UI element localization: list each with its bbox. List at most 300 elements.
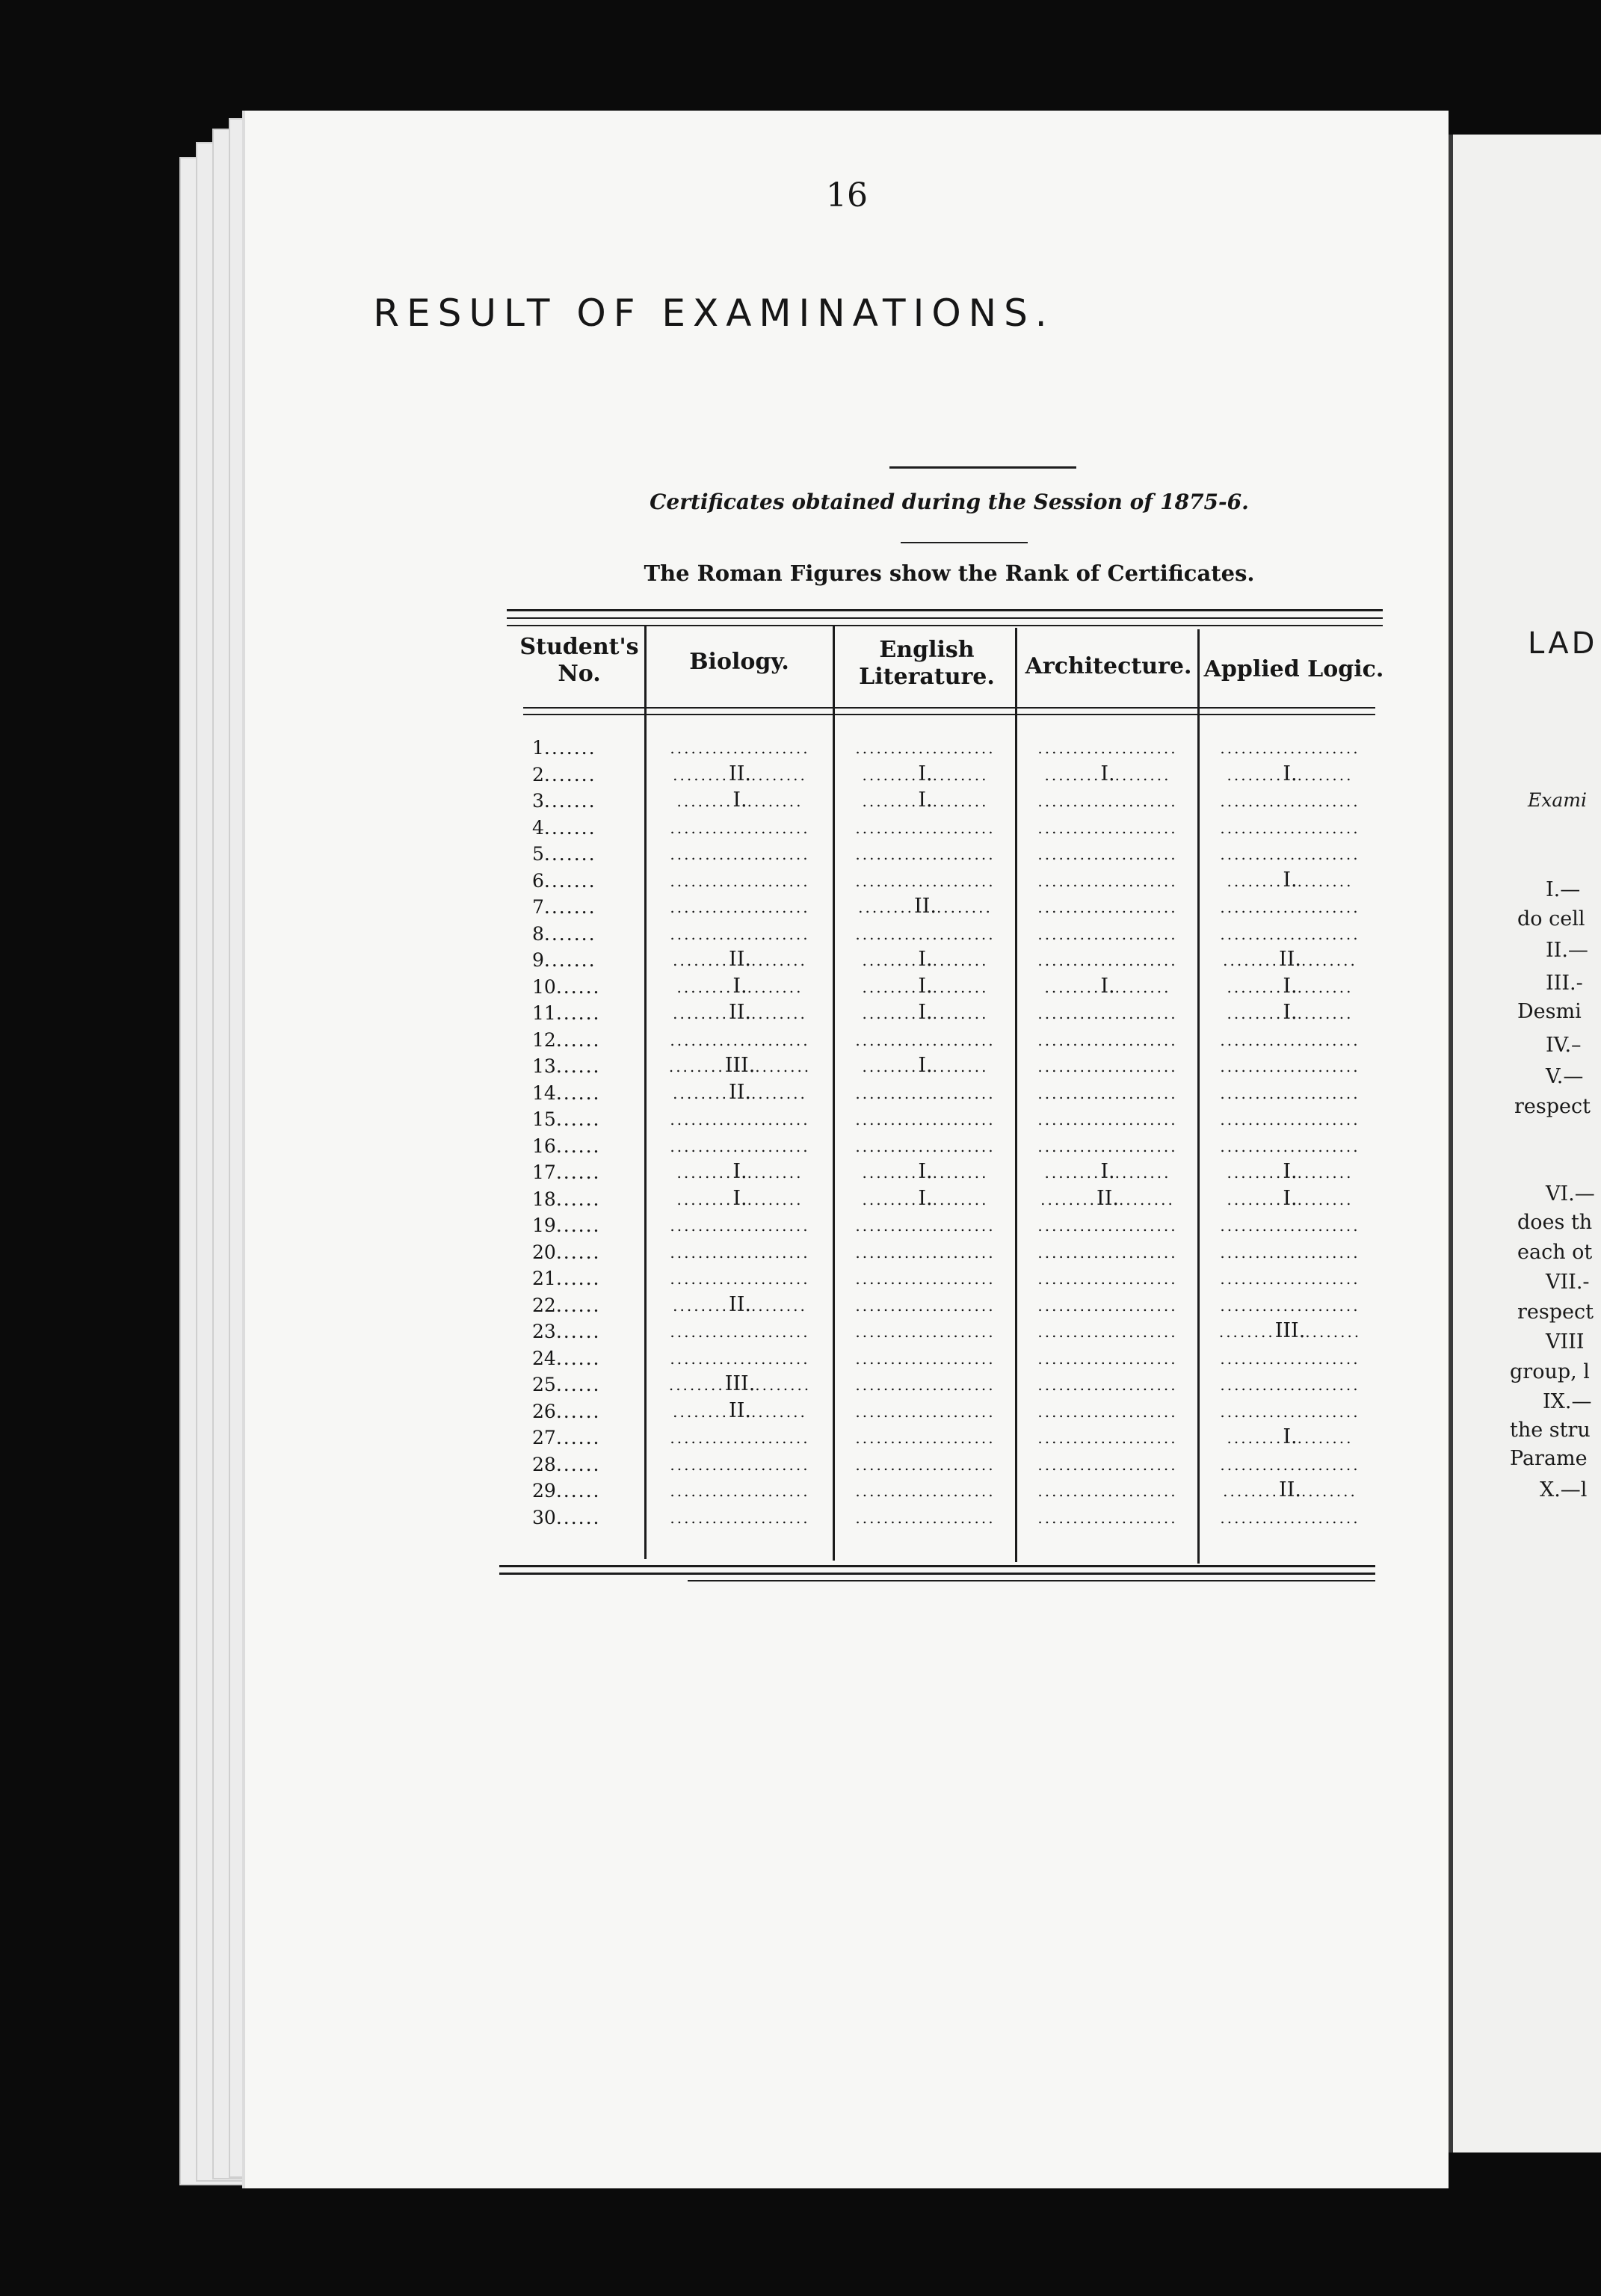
leader-dots: .................... xyxy=(670,1137,810,1155)
certificate-rank: II. xyxy=(729,762,751,786)
certificate-rank: I. xyxy=(918,789,933,812)
rank-cell-eng xyxy=(837,1425,1014,1448)
leader-dots: ........ xyxy=(1297,871,1354,890)
rank-cell-logic xyxy=(1202,922,1378,945)
student-number: 2 xyxy=(532,763,544,786)
leader-dots: ........ xyxy=(1044,978,1101,996)
subtitle-rule xyxy=(901,542,1028,543)
leader-dots: ...... xyxy=(555,1188,601,1210)
leader-dots: ........ xyxy=(750,1084,807,1102)
leader-dots: .................... xyxy=(1037,1137,1178,1155)
page-number: 16 xyxy=(826,176,868,215)
rank-cell-bio xyxy=(650,1372,830,1395)
rank-cell-logic xyxy=(1202,1081,1378,1104)
rank-cell-logic xyxy=(1202,815,1378,839)
rank-cell-arch xyxy=(1019,1399,1196,1422)
certificate-rank: I. xyxy=(1100,974,1115,998)
leader-dots: ...... xyxy=(555,1055,601,1077)
leader-dots: ........ xyxy=(858,898,915,916)
rank-cell-bio xyxy=(650,1505,830,1528)
leader-dots: .................... xyxy=(1037,818,1178,837)
student-number: 6 xyxy=(532,869,544,892)
row-number xyxy=(532,1401,667,1422)
leader-dots: .................... xyxy=(1037,951,1178,969)
student-number: 29 xyxy=(532,1480,556,1502)
leader-dots: ........ xyxy=(747,1190,803,1209)
leader-dots: ........ xyxy=(936,898,993,916)
adjacent-page-fragment: III.- xyxy=(1546,972,1583,995)
leader-dots: .................... xyxy=(1037,1402,1178,1421)
row-number xyxy=(532,817,667,839)
leader-dots: ........ xyxy=(862,1058,919,1076)
certificate-rank: I. xyxy=(1283,868,1298,892)
leader-dots: ........ xyxy=(1044,1164,1101,1182)
adjacent-page-fragment: IX.— xyxy=(1543,1390,1592,1413)
certificate-rank: II. xyxy=(729,948,751,971)
leader-dots: .................... xyxy=(855,871,996,890)
leader-dots: ........ xyxy=(747,978,803,996)
student-number: 8 xyxy=(532,922,544,945)
subtitle: Certificates obtained during the Session of 1875-6. xyxy=(650,490,1249,514)
adjacent-page-fragment: VIII xyxy=(1546,1330,1585,1354)
student-number: 26 xyxy=(532,1400,556,1422)
row-number xyxy=(532,1427,667,1448)
leader-dots: ....... xyxy=(543,790,596,812)
rank-cell-arch xyxy=(1019,1081,1196,1104)
rank-cell-eng xyxy=(837,762,1014,786)
rank-cell-arch xyxy=(1019,762,1196,786)
leader-dots: ........ xyxy=(1297,1429,1354,1447)
certificate-rank: II. xyxy=(729,1001,751,1024)
column-divider xyxy=(1015,628,1017,1562)
leader-dots: .................... xyxy=(670,1349,810,1368)
rank-cell-logic xyxy=(1202,1187,1378,1210)
leader-dots: ........ xyxy=(673,1004,729,1022)
leader-dots: .................... xyxy=(1037,1349,1178,1368)
row-number xyxy=(532,870,667,892)
leader-dots: .................... xyxy=(1220,1243,1360,1262)
leader-dots: .................... xyxy=(855,1455,996,1474)
leader-dots: ...... xyxy=(555,1108,601,1130)
rank-cell-bio xyxy=(650,975,830,998)
rank-cell-arch xyxy=(1019,1372,1196,1395)
leader-dots: .................... xyxy=(670,1243,810,1262)
rank-cell-eng xyxy=(837,948,1014,971)
rank-cell-eng xyxy=(837,789,1014,812)
leader-dots: .................... xyxy=(855,1111,996,1129)
leader-dots: .................... xyxy=(1220,1058,1360,1076)
leader-dots: .................... xyxy=(1220,845,1360,863)
leader-dots: ........ xyxy=(1227,765,1283,784)
rank-cell-logic xyxy=(1202,1134,1378,1157)
leader-dots: .................... xyxy=(855,1243,996,1262)
leader-dots: ........ xyxy=(932,978,989,996)
leader-dots: ........ xyxy=(750,951,807,969)
leader-dots: ........ xyxy=(676,1190,733,1209)
leader-dots: .................... xyxy=(1037,1323,1178,1341)
student-number: 1 xyxy=(532,737,544,759)
leader-dots: ........ xyxy=(932,1190,989,1209)
leader-dots: ........ xyxy=(862,1164,919,1182)
leader-dots: .................... xyxy=(855,739,996,757)
rank-cell-eng xyxy=(837,1478,1014,1502)
student-number: 30 xyxy=(532,1506,556,1528)
certificate-rank: I. xyxy=(918,948,933,971)
leader-dots: ........ xyxy=(1218,1323,1275,1341)
adjacent-page-fragment: Exami xyxy=(1528,789,1587,811)
leader-dots: ........ xyxy=(932,792,989,810)
leader-dots: ........ xyxy=(1227,978,1283,996)
leader-dots: .................... xyxy=(1220,1084,1360,1102)
certificate-rank: I. xyxy=(1283,762,1298,786)
leader-dots: ........ xyxy=(862,765,919,784)
row-number xyxy=(532,1055,667,1077)
leader-dots: .................... xyxy=(670,1111,810,1129)
rank-cell-bio xyxy=(650,789,830,812)
student-number: 27 xyxy=(532,1427,556,1448)
row-number xyxy=(532,1321,667,1342)
rank-cell-eng xyxy=(837,1266,1014,1289)
leader-dots: ........ xyxy=(673,951,729,969)
leader-dots: ........ xyxy=(862,978,919,996)
rank-cell-arch xyxy=(1019,1266,1196,1289)
rank-cell-logic xyxy=(1202,1213,1378,1236)
leader-dots: ...... xyxy=(555,1453,601,1475)
leader-dots: ........ xyxy=(755,1376,812,1394)
adjacent-page-fragment: VI.— xyxy=(1546,1182,1595,1206)
student-number: 9 xyxy=(532,949,544,971)
leader-dots: ........ xyxy=(1297,1164,1354,1182)
leader-dots: .................... xyxy=(670,739,810,757)
leader-dots: ........ xyxy=(750,1004,807,1022)
row-number xyxy=(532,1161,667,1183)
leader-dots: ........ xyxy=(1297,978,1354,996)
rank-cell-eng xyxy=(837,1081,1014,1104)
certificate-rank: I. xyxy=(732,1186,747,1210)
rank-cell-eng xyxy=(837,1160,1014,1183)
leader-dots: .................... xyxy=(670,898,810,916)
leader-dots: ........ xyxy=(1227,871,1283,890)
leader-dots: ........ xyxy=(1301,951,1357,969)
leader-dots: ...... xyxy=(555,1241,601,1263)
rank-cell-bio xyxy=(650,1134,830,1157)
rank-cell-bio xyxy=(650,1187,830,1210)
certificate-rank: I. xyxy=(732,974,747,998)
leader-dots: ...... xyxy=(555,1081,601,1104)
leader-dots: ....... xyxy=(543,869,596,892)
rank-cell-arch xyxy=(1019,735,1196,759)
leader-dots: ........ xyxy=(1297,1190,1354,1209)
leader-dots: ...... xyxy=(555,1347,601,1369)
row-number xyxy=(532,764,667,786)
leader-dots: .................... xyxy=(670,1217,810,1235)
student-number: 28 xyxy=(532,1453,556,1475)
leader-dots: ........ xyxy=(862,1190,919,1209)
adjacent-page-fragment: V.— xyxy=(1546,1065,1584,1088)
rank-cell-eng xyxy=(837,895,1014,918)
leader-dots: ........ xyxy=(932,1164,989,1182)
rank-cell-bio xyxy=(650,1081,830,1104)
student-number: 18 xyxy=(532,1188,556,1210)
rank-cell-logic xyxy=(1202,1346,1378,1369)
leader-dots: ...... xyxy=(555,1400,601,1422)
rank-cell-bio xyxy=(650,735,830,759)
rank-cell-logic xyxy=(1202,895,1378,918)
rank-cell-eng xyxy=(837,1452,1014,1475)
rank-cell-eng xyxy=(837,1240,1014,1263)
adjacent-page-fragment: each ot xyxy=(1517,1241,1593,1264)
student-number: 13 xyxy=(532,1055,556,1077)
leader-dots: .................... xyxy=(1037,1508,1178,1527)
leader-dots: .................... xyxy=(855,1349,996,1368)
leader-dots: ........ xyxy=(1227,1429,1283,1447)
leader-dots: .................... xyxy=(1220,1270,1360,1288)
certificate-rank: I. xyxy=(1283,1425,1298,1448)
student-number: 21 xyxy=(532,1268,556,1289)
rank-cell-logic xyxy=(1202,1399,1378,1422)
rank-cell-bio xyxy=(650,1107,830,1130)
rank-cell-eng xyxy=(837,842,1014,865)
leader-dots: ........ xyxy=(1114,765,1171,784)
leader-dots: .................... xyxy=(1220,1217,1360,1235)
rank-cell-arch xyxy=(1019,1054,1196,1077)
row-number xyxy=(532,1215,667,1236)
rank-cell-logic xyxy=(1202,1001,1378,1024)
row-number xyxy=(532,896,667,918)
adjacent-page xyxy=(1443,135,1601,2152)
certificate-rank: I. xyxy=(1283,1160,1298,1183)
rank-cell-bio xyxy=(650,1293,830,1316)
leader-dots: .................... xyxy=(670,1429,810,1447)
leader-dots: ........ xyxy=(1223,951,1280,969)
student-number: 20 xyxy=(532,1241,556,1263)
adjacent-page-fragment: respect xyxy=(1517,1300,1594,1324)
leader-dots: .................... xyxy=(1037,1429,1178,1447)
leader-dots: .................... xyxy=(1220,1508,1360,1527)
certificate-rank: I. xyxy=(1283,1001,1298,1024)
rank-cell-arch xyxy=(1019,1187,1196,1210)
leader-dots: ...... xyxy=(555,1427,601,1448)
leader-dots: ........ xyxy=(862,792,919,810)
student-number: 15 xyxy=(532,1108,556,1130)
rank-cell-eng xyxy=(837,1293,1014,1316)
rank-cell-bio xyxy=(650,1054,830,1077)
leader-dots: ...... xyxy=(555,1268,601,1289)
rank-cell-logic xyxy=(1202,1372,1378,1395)
header-architecture: Architecture. xyxy=(1025,653,1192,679)
rank-cell-eng xyxy=(837,1346,1014,1369)
rank-cell-arch xyxy=(1019,1293,1196,1316)
leader-dots: .................... xyxy=(670,1031,810,1049)
rank-cell-arch xyxy=(1019,975,1196,998)
row-number xyxy=(532,1029,667,1051)
leader-dots: .................... xyxy=(1220,739,1360,757)
rank-cell-eng xyxy=(837,1028,1014,1051)
leader-dots: ...... xyxy=(555,1161,601,1183)
leader-dots: ........ xyxy=(750,1402,807,1421)
leader-dots: .................... xyxy=(1037,1482,1178,1500)
rank-cell-eng xyxy=(837,975,1014,998)
student-number: 25 xyxy=(532,1374,556,1395)
rank-cell-arch xyxy=(1019,1452,1196,1475)
row-number xyxy=(532,1374,667,1395)
adjacent-page-fragment: IV.– xyxy=(1546,1034,1582,1057)
certificate-rank: I. xyxy=(918,1001,933,1024)
adjacent-page-fragment: Desmi xyxy=(1517,1000,1582,1023)
rank-cell-bio xyxy=(650,1001,830,1024)
leader-dots: ........ xyxy=(676,792,733,810)
certificate-rank: I. xyxy=(918,974,933,998)
column-divider xyxy=(1197,629,1200,1564)
leader-dots: ........ xyxy=(1114,1164,1171,1182)
rank-cell-logic xyxy=(1202,1293,1378,1316)
leader-dots: .................... xyxy=(1220,1376,1360,1394)
leader-dots: ...... xyxy=(555,1480,601,1502)
leader-dots: ...... xyxy=(555,1215,601,1236)
table-bottom-rule xyxy=(499,1573,1375,1575)
leader-dots: ...... xyxy=(555,975,601,998)
rank-cell-bio xyxy=(650,1319,830,1342)
certificate-rank: I. xyxy=(732,789,747,812)
student-number: 24 xyxy=(532,1347,556,1369)
leader-dots: ........ xyxy=(747,792,803,810)
leader-dots: ....... xyxy=(543,737,596,759)
leader-dots: .................... xyxy=(1037,925,1178,943)
row-number xyxy=(532,1268,667,1289)
leader-dots: ........ xyxy=(676,1164,733,1182)
leader-dots: .................... xyxy=(670,925,810,943)
rank-cell-eng xyxy=(837,1054,1014,1077)
leader-dots: ....... xyxy=(543,843,596,865)
rank-cell-bio xyxy=(650,922,830,945)
leader-dots: .................... xyxy=(1037,1217,1178,1235)
rank-cell-bio xyxy=(650,948,830,971)
leader-dots: .................... xyxy=(1037,1111,1178,1129)
row-number xyxy=(532,1108,667,1130)
adjacent-page-fragment: II.— xyxy=(1546,939,1588,962)
certificate-rank: III. xyxy=(724,1054,756,1077)
certificate-rank: I. xyxy=(918,1054,933,1077)
rank-note: The Roman Figures show the Rank of Certificates. xyxy=(644,561,1255,586)
header-bottom-rule xyxy=(523,707,1375,709)
student-number: 17 xyxy=(532,1161,556,1183)
header-english-literature: English Literature. xyxy=(859,637,995,690)
leader-dots: ........ xyxy=(932,1058,989,1076)
student-number: 11 xyxy=(532,1002,556,1024)
rank-cell-arch xyxy=(1019,948,1196,971)
adjacent-page-fragment: VII.- xyxy=(1546,1271,1590,1294)
leader-dots: ........ xyxy=(668,1058,725,1076)
rank-cell-logic xyxy=(1202,842,1378,865)
leader-dots: ........ xyxy=(932,951,989,969)
row-number xyxy=(532,1294,667,1316)
leader-dots: ....... xyxy=(543,816,596,839)
leader-dots: ...... xyxy=(555,1506,601,1528)
rank-cell-arch xyxy=(1019,1160,1196,1183)
certificate-rank: I. xyxy=(918,1160,933,1183)
row-number xyxy=(532,1188,667,1210)
leader-dots: .................... xyxy=(1220,1455,1360,1474)
header-applied-logic: Applied Logic. xyxy=(1203,656,1384,682)
leader-dots: .................... xyxy=(1220,1137,1360,1155)
leader-dots: ........ xyxy=(1227,1190,1283,1209)
leader-dots: ........ xyxy=(673,765,729,784)
leader-dots: .................... xyxy=(670,1508,810,1527)
student-number: 14 xyxy=(532,1081,556,1104)
leader-dots: ........ xyxy=(862,1004,919,1022)
leader-dots: ........ xyxy=(932,765,989,784)
adjacent-page-fragment: group, l xyxy=(1510,1360,1590,1383)
leader-dots: .................... xyxy=(1220,925,1360,943)
leader-dots: .................... xyxy=(1220,1111,1360,1129)
leader-dots: ...... xyxy=(555,1321,601,1342)
leader-dots: ........ xyxy=(1114,978,1171,996)
rank-cell-logic xyxy=(1202,1028,1378,1051)
rank-cell-bio xyxy=(650,868,830,892)
leader-dots: .................... xyxy=(1037,845,1178,863)
rank-cell-bio xyxy=(650,1452,830,1475)
row-number xyxy=(532,843,667,865)
leader-dots: .................... xyxy=(855,925,996,943)
row-number xyxy=(532,1480,667,1502)
leader-dots: .................... xyxy=(1037,1455,1178,1474)
leader-dots: .................... xyxy=(855,1376,996,1394)
rank-cell-logic xyxy=(1202,868,1378,892)
column-divider xyxy=(833,626,835,1561)
student-number: 10 xyxy=(532,975,556,998)
rank-cell-bio xyxy=(650,1346,830,1369)
leader-dots: .................... xyxy=(1037,739,1178,757)
student-number: 16 xyxy=(532,1135,556,1157)
leader-dots: ...... xyxy=(555,1374,601,1395)
leader-dots: .................... xyxy=(1220,1349,1360,1368)
adjacent-page-fragment: respect xyxy=(1514,1095,1591,1118)
rank-cell-arch xyxy=(1019,1425,1196,1448)
leader-dots: .................... xyxy=(670,1323,810,1341)
certificate-rank: III. xyxy=(724,1372,756,1395)
rank-cell-arch xyxy=(1019,868,1196,892)
row-number xyxy=(532,737,667,759)
leader-dots: .................... xyxy=(855,1217,996,1235)
rank-cell-bio xyxy=(650,1478,830,1502)
adjacent-page-fragment: X.—l xyxy=(1540,1478,1588,1502)
leader-dots: ........ xyxy=(1223,1482,1280,1500)
rank-cell-eng xyxy=(837,735,1014,759)
leader-dots: .................... xyxy=(855,1482,996,1500)
leader-dots: .................... xyxy=(1220,1031,1360,1049)
rank-cell-logic xyxy=(1202,1319,1378,1342)
rank-cell-logic xyxy=(1202,1107,1378,1130)
rank-cell-eng xyxy=(837,1187,1014,1210)
leader-dots: ........ xyxy=(673,1402,729,1421)
rank-cell-arch xyxy=(1019,1478,1196,1502)
table-bottom-rule xyxy=(688,1580,1375,1581)
certificate-rank: I. xyxy=(732,1160,747,1183)
leader-dots: ........ xyxy=(1227,1164,1283,1182)
rank-cell-arch xyxy=(1019,1240,1196,1263)
leader-dots: .................... xyxy=(1037,1270,1178,1288)
leader-dots: .................... xyxy=(855,1031,996,1049)
leader-dots: .................... xyxy=(670,871,810,890)
leader-dots: ........ xyxy=(750,765,807,784)
rank-cell-bio xyxy=(650,1266,830,1289)
rank-cell-arch xyxy=(1019,842,1196,865)
title-rule xyxy=(889,466,1076,469)
row-number xyxy=(532,923,667,945)
rank-cell-eng xyxy=(837,1134,1014,1157)
leader-dots: ........ xyxy=(1040,1190,1097,1209)
leader-dots: ........ xyxy=(862,951,919,969)
